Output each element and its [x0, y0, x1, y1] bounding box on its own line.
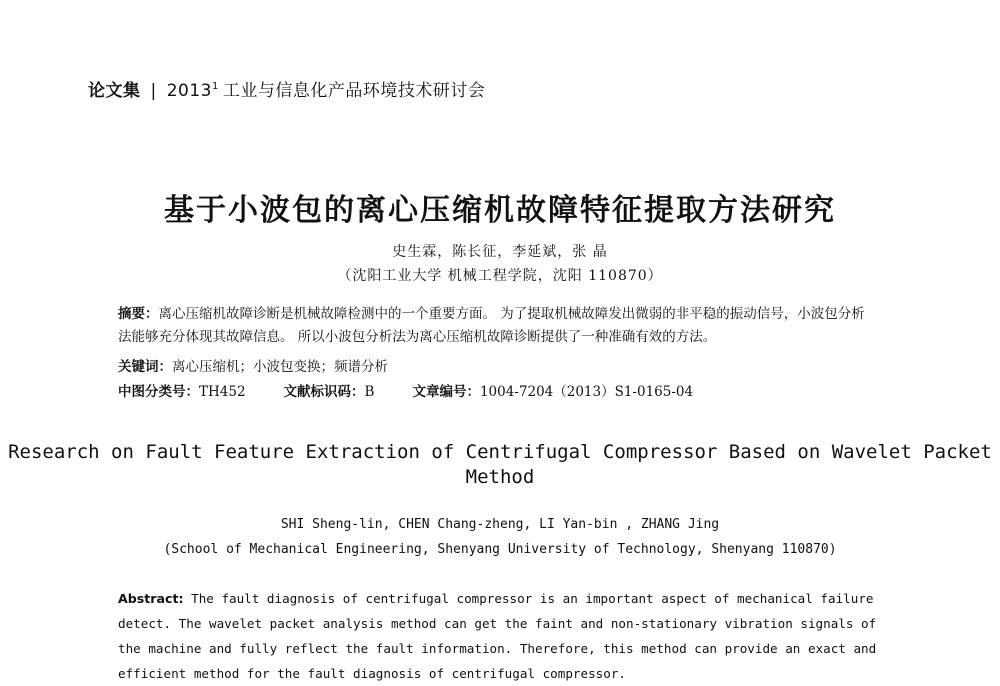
conference-name: 工业与信息化产品环境技术研讨会: [222, 81, 486, 101]
abstract-cn-text: 离心压缩机故障诊断是机械故障检测中的一个重要方面。 为了提取机械故障发出微弱的非平稳的振动信号，小波包分析法能够充分体现其故障信息。 所以小波包分析法为离心压缩机故障诊断提供了一种准确有效的方法。: [118, 306, 865, 345]
authors-cn: 史生霖，陈长征，李延斌，张 晶: [392, 244, 608, 260]
abstract-cn-label: 摘要：: [118, 306, 159, 322]
paper-title-cn: 基于小波包的离心压缩机故障特征提取方法研究: [164, 193, 836, 228]
abstract-cn: [118, 303, 878, 349]
keywords-cn: [118, 355, 388, 375]
articleno-label: 文章编号：: [412, 384, 480, 400]
clc-label: 中图分类号：: [118, 384, 199, 400]
header-separator: |: [150, 81, 157, 101]
abstract-en-text: The fault diagnosis of centrifugal compressor is an important aspect of mechanical failure detect. The wavelet packet analysis method can get the faint and non-stationary vibration signals of the machine and fully reflect the fault information. Therefore, this method can provide an exact and efficient method for the fault diagnosis of centrifugal compressor.: [118, 591, 877, 681]
classification-line: [118, 380, 693, 400]
clc-value: TH452: [199, 384, 246, 400]
abstract-en-label: Abstract:: [118, 591, 184, 606]
header-year: 2013: [166, 81, 212, 101]
doccode-label: 文献标识码：: [283, 384, 365, 400]
affiliation-cn: （沈阳工业大学 机械工程学院，沈阳 110870）: [337, 268, 663, 284]
header-year-superscript: 1: [212, 81, 219, 93]
authors-en: SHI Sheng-lin, CHEN Chang-zheng, LI Yan-bin , ZHANG Jing: [280, 517, 720, 532]
doccode-value: B: [364, 384, 375, 400]
articleno-value: 1004-7204（2013）S1-0165-04: [479, 384, 694, 400]
affiliation-en: (School of Mechanical Engineering, Shenyang University of Technology, Shenyang 110870): [163, 542, 837, 557]
abstract-en: [118, 586, 878, 686]
paper-title-en: Research on Fault Feature Extraction of Centrifugal Compressor Based on Wavelet Packet Method: [8, 441, 992, 488]
running-header: [88, 76, 485, 101]
keywords-text: 离心压缩机；小波包变换；频谱分析: [172, 359, 388, 375]
journal-name: 论文集: [88, 81, 141, 101]
keywords-label: 关键词：: [118, 359, 172, 375]
